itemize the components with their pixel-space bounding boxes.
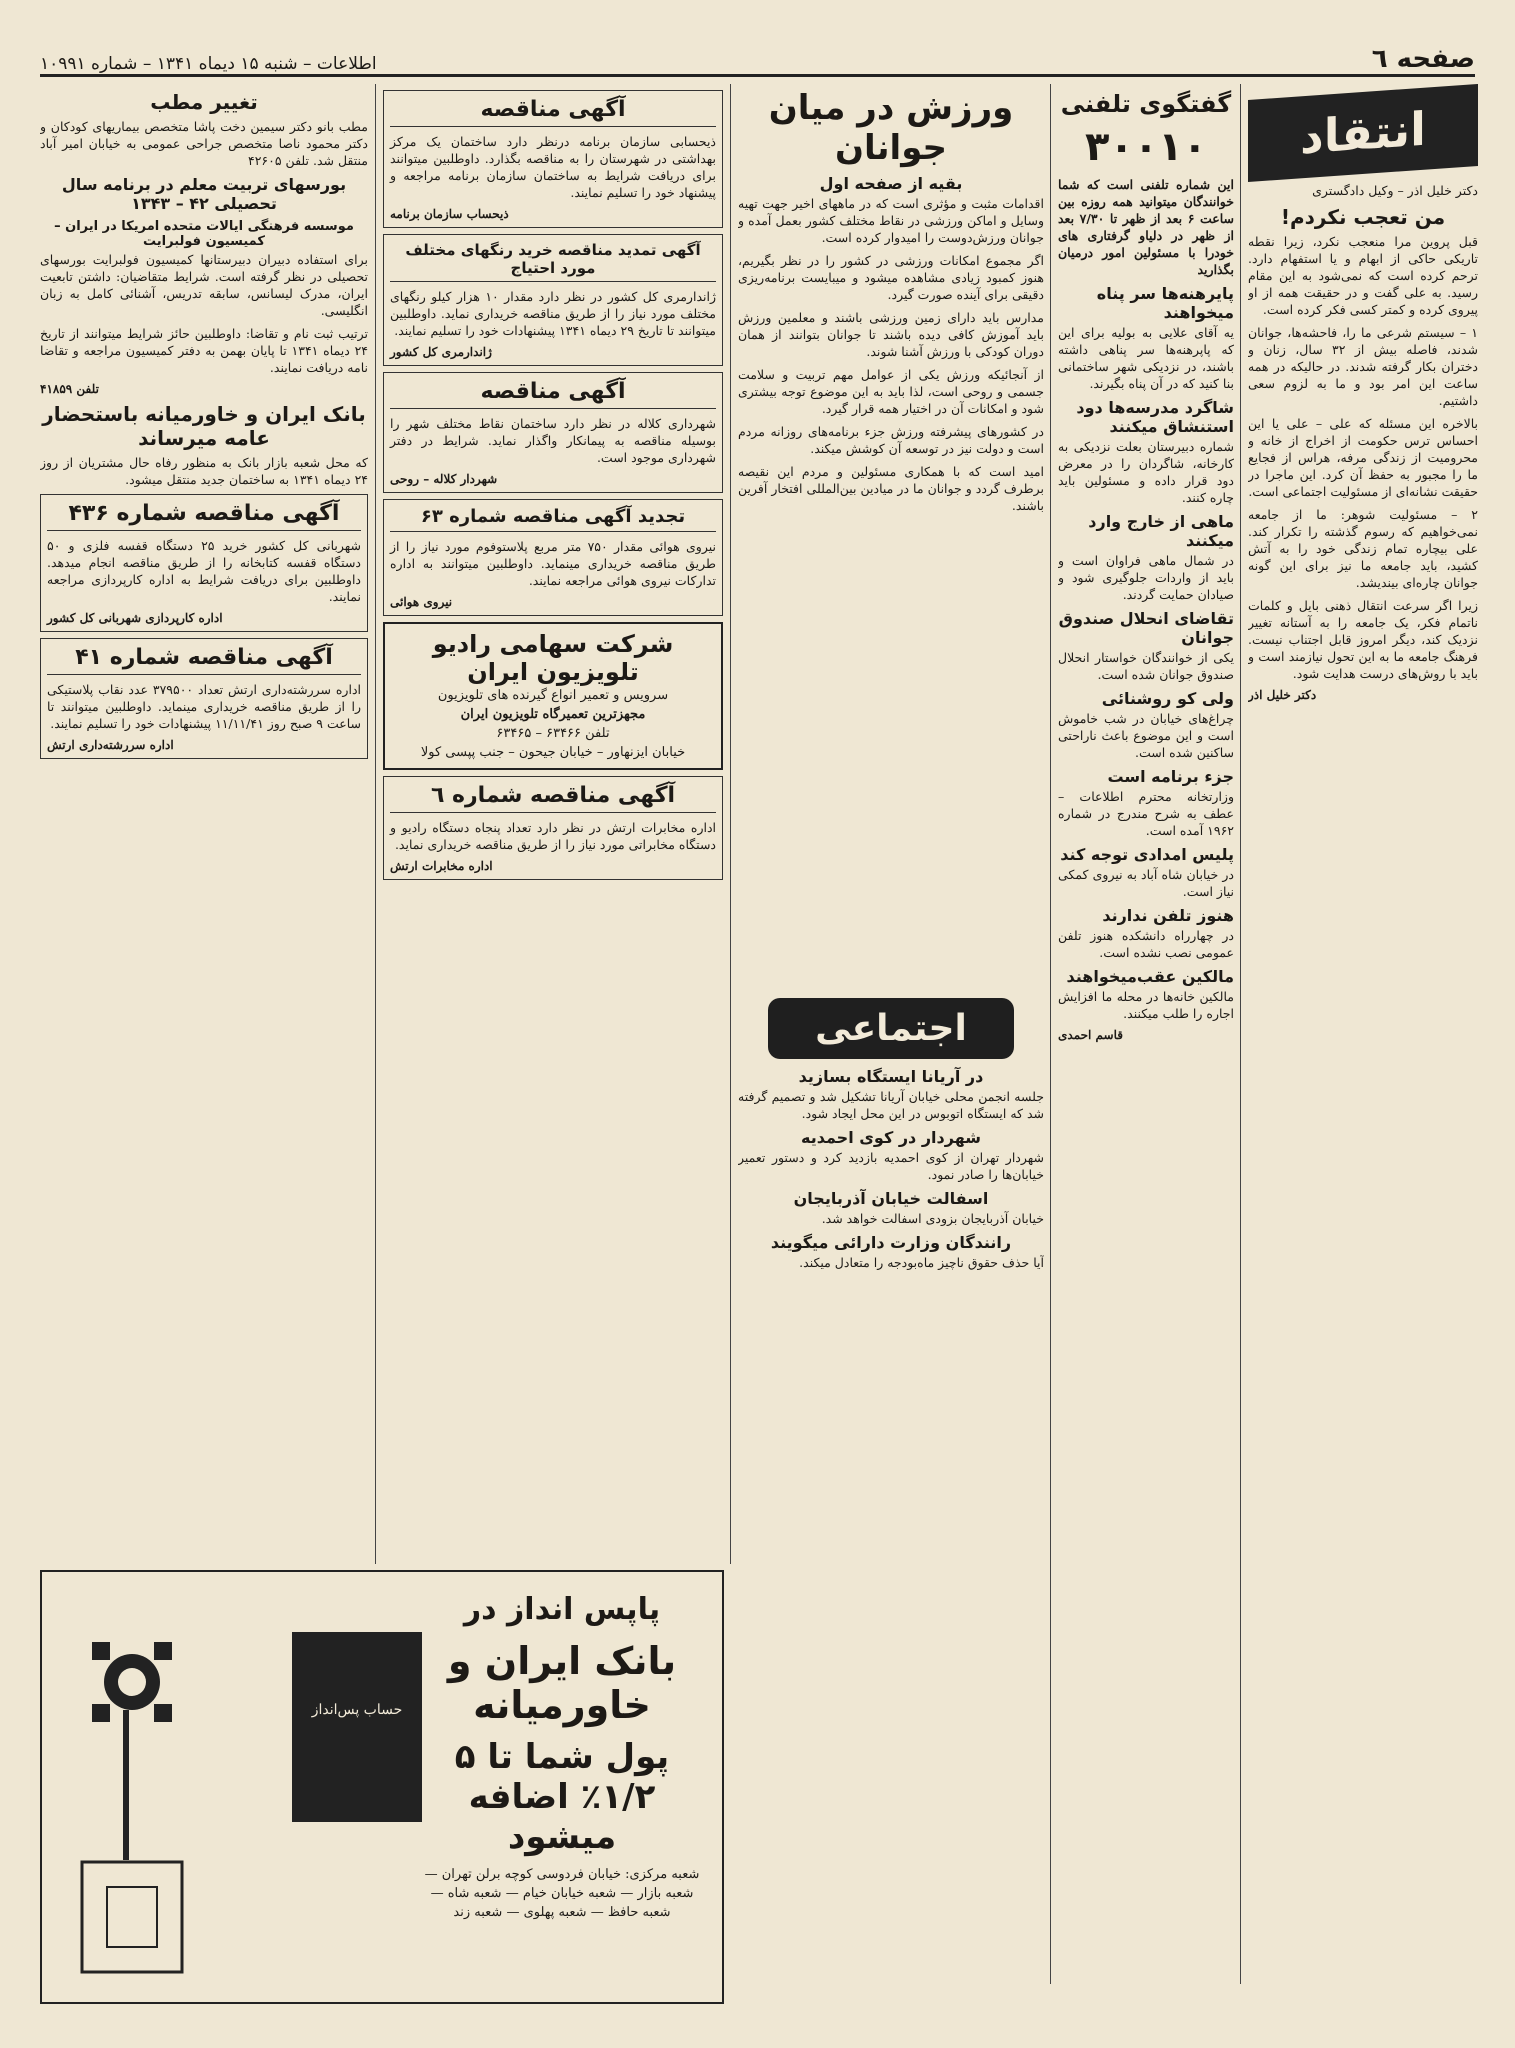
tender-signature: ذیحساب سازمان برنامه xyxy=(390,207,509,221)
item-text: شماره دبیرستان بعلت نزدیکی به کارخانه، شاگردان را در معرض دود قرار داده و مسئولین باید چاره کنند. xyxy=(1058,439,1234,505)
news-heading: شهردار در کوی احمدیه xyxy=(801,1128,981,1147)
tender-text: اداره سررشته‌داری ارتش تعداد ۳۷۹۵۰۰ عدد نقاب پلاستیکی را از طریق مناقصه خریداری مینماید. داوطلبین میتوانند تا ساعت ۹ صبح روز ۱۱/۱۱/۴۱ پیشنهادات خود را تسلیم نمایند. xyxy=(47,682,361,731)
tender-text: نیروی هوائی مقدار ۷۵۰ متر مربع پلاستوفوم مورد نیاز را از طریق مناقصه خریداری مینماید. داوطلبین میتوانند به اداره تدارکات نیروی هوائی مراجعه نمایند. xyxy=(390,539,716,588)
spacer xyxy=(738,520,1044,990)
article-paragraph: ۱ – سیستم شرعی ما را، فاحشه‌ها، جوانان شدند، فاصله بیش از ۳۲ سال، زنان و دختران بکار گرفته شدند. در حالیکه در همه ساعت این امر بود و ما به لزوم سعی داشتیم. xyxy=(1248,325,1478,408)
column-divider xyxy=(1240,84,1241,1984)
tv-ad-line: مجهزترین تعمیرگاه تلویزیون ایران xyxy=(460,707,646,722)
item-text: چراغ‌های خیابان در شب خاموش است و این موضوع باعث ناراحتی ساکنین شده است. xyxy=(1058,711,1234,760)
column-title: گفتگوی تلفنی xyxy=(1060,90,1232,118)
critique-logo: انتقاد xyxy=(1248,84,1478,182)
item-heading: هنوز تلفن ندارند xyxy=(1102,906,1234,925)
bank-ad-branches: شعبه مرکزی: خیابان فردوسی کوچه برلن تهران — شعبه بازار — شعبه خیابان خیام — شعبه شاه — شعبه حافظ — شعبه پهلوی — شعبه زند xyxy=(424,1867,700,1920)
item-text: وزارتخانه محترم اطلاعات – عطف به شرح مندرج در شماره ۱۹۶۲ آمده است. xyxy=(1058,789,1234,838)
tender-signature: ژاندارمری کل کشور xyxy=(390,345,492,359)
news-text: جلسه انجمن محلی خیابان آریانا تشکیل شد و تصمیم گرفته شد که ایستگاه اتوبوس در این محل ایجاد شود. xyxy=(738,1089,1044,1121)
item-text: در چهارراه دانشکده هنوز تلفن عمومی نصب نشده است. xyxy=(1058,928,1234,960)
article-paragraph: اقدامات مثبت و مؤثری است که در ماههای اخیر جهت تهیه وسایل و اماکن ورزشی در نقاط مختلف کشور بعمل آمده و جوانان ورزش‌دوست را امیدوار کرده است. xyxy=(738,196,1044,245)
item-heading: ماهی از خارج وارد میکنند xyxy=(1088,512,1234,550)
tender-text: اداره مخابرات ارتش در نظر دارد تعداد پنجاه دستگاه رادیو و دستگاه مخابراتی مورد نیاز را از طریق مناقصه خریداری نماید. xyxy=(390,820,716,852)
item-heading: شاگرد مدرسه‌ها دود استنشاق میکنند xyxy=(1076,398,1234,436)
tenders-column xyxy=(383,84,723,1564)
article-paragraph: زیرا اگر سرعت انتقال ذهنی بایل و کلمات ناتمام فکر، یک جامعه را به آستانه تغییر نزدیک کند، دیگر امروز قابل اجتناب نیست. فرهنگ جامعه ما به این تحول نیازمند است و باید با روش‌های درست هدایت شود. xyxy=(1248,598,1478,681)
phone-number: ۳۰۰۱۰ xyxy=(1084,124,1208,170)
column-divider xyxy=(730,84,731,1564)
item-text: در شمال ماهی فراوان است و باید از واردات جلوگیری شود و صیادان حمایت گردند. xyxy=(1058,553,1234,602)
phone-items xyxy=(1058,284,1234,1022)
tender-title: آگهی مناقصه شماره ٦ xyxy=(390,783,716,813)
notice-text: مطب بانو دکتر سیمین دخت پاشا متخصص بیماریهای کودکان و دکتر محمود ناصا متخصص جراحی عمومی به خیابان امیر آباد منتقل شد. تلفن ۴۲۶۰۵ xyxy=(40,119,368,168)
tender-text: شهرداری کلاله در نظر دارد ساختمان نقاط مختلف شهر را بوسیله مناقصه به پیمانکار واگذار نماید. شرایط در دفتر شهرداری موجود است. xyxy=(390,416,716,465)
column-divider xyxy=(375,84,376,1564)
item-text: یکی از خوانندگان خواستار انحلال صندوق جوانان شده است. xyxy=(1058,650,1234,682)
item-heading: مالکین عقب‌میخواهند xyxy=(1066,967,1234,986)
item-heading: جزء برنامه‌ است xyxy=(1107,767,1234,786)
tender-ad xyxy=(383,499,723,616)
tender-ad xyxy=(383,234,723,366)
news-text: آیا حذف حقوق ناچیز ماه‌بودجه را متعادل میکند. xyxy=(799,1255,1044,1270)
notice-subtitle: موسسه فرهنگی ایالات متحده امریکا در ایران – کمیسیون فولبرایت xyxy=(54,219,354,249)
article-paragraph: قبل پروین مرا منعجب نکرد، زیرا نقطه تاریکی حاکی از ابهام و یا استفهام دارد. ترحم کرده است که نمی‌شود به این مقام رسید. به علی گفت و در حقیقت همه از او پیروی کرده و کمتر کسی فکر کرده است. xyxy=(1248,234,1478,317)
column-signature: قاسم احمدی xyxy=(1058,1028,1123,1042)
tender-signature: اداره کارپردازی شهربانی کل کشور xyxy=(47,611,223,625)
tender-signature: شهردار کلاله – روحی xyxy=(390,472,498,486)
article-paragraph: امید است که با همکاری مسئولین و مردم این نقیصه برطرف گردد و جوانان ما در میادین بین‌المللی افتخار آفرین باشند. xyxy=(738,464,1044,513)
notices-column xyxy=(40,84,368,1564)
tender-title: آگهی تمدید مناقصه خرید رنگهای مختلف مورد احتیاج xyxy=(390,241,716,282)
tender-title: آگهی مناقصه شماره ۴۱ xyxy=(47,645,361,675)
bank-advertisement xyxy=(40,1570,724,2004)
flower-pot-illustration xyxy=(62,1612,202,1982)
tender-text: شهربانی کل کشور خرید ۲۵ دستگاه قفسه فلزی و ۵۰ دستگاه قفسه کتابخانه را از طریق مناقصه انجام میدهد. داوطلبین برای دریافت شرایط به اداره کارپردازی مراجعه نمایند. xyxy=(47,538,362,604)
tender-title: آگهی مناقصه شماره ۴۳۶ xyxy=(47,501,361,531)
notice-text: برای استفاده دبیران دبیرستانها کمیسیون فولبرایت بورسهای تحصیلی در نظر گرفته است. شرایط متقاضیان: داشتن تابعیت ایران، مدرک لیسانس، سابقه تدریس، آشنائی کامل به زبان انگلیسی. xyxy=(40,252,368,318)
sports-column xyxy=(738,84,1044,1984)
tv-ad-line: سرویس و تعمیر انواع گیرنده های تلویزیون xyxy=(437,688,669,703)
article-paragraph: مدارس باید دارای زمین ورزشی باشند و معلمین ورزش باید آموزش کافی دیده باشند تا جوانان بتوانند از همان دوران کودکی با ورزش آشنا شوند. xyxy=(738,310,1044,359)
item-heading: ولی کو روشنائی xyxy=(1101,689,1234,708)
column-divider xyxy=(1050,84,1051,1984)
tender-text: ژاندارمری کل کشور در نظر دارد مقدار ۱۰ هزار کیلو رنگهای مختلف مورد نیاز را از طریق مناقصه خریداری نماید. داوطلبین میتوانند تا تاریخ ۲۹ دیماه ۱۳۴۱ پیشنهادات خود را تسلیم نمایند. xyxy=(390,289,716,338)
item-heading: تقاضای انحلال صندوق جوانان xyxy=(1058,609,1234,647)
tender-signature: نیروی هوائی xyxy=(390,595,453,609)
item-text: مالکین خانه‌ها در محله ما افزایش اجاره را طلب میکنند. xyxy=(1058,989,1234,1021)
tv-company-ad xyxy=(383,622,723,770)
item-text: یه آقای علایی به بولیه برای این که پاپرهنه‌ها سر پناهی داشته باشند، در نزدیکی شهر ساختمانی بنا کنید که در آن پناه بگیرند. xyxy=(1058,325,1234,391)
savings-book-illustration: حساب پس‌انداز xyxy=(292,1632,422,1822)
phone-column xyxy=(1058,84,1234,1984)
tender-ad xyxy=(383,90,723,228)
article-paragraph: بالاخره این مسئله که علی – علی یا این احساس ترس حکومت از اخراج از خانه و محرومیت از زندگی مرفه، هراس از فجایع ما را مجبور به حفظ آن کرد. این ماجرا در حقیقت نشانه‌ای از مسئولیت اجتماعی است. xyxy=(1248,416,1478,499)
page-number: صفحه ٦ xyxy=(1371,44,1475,74)
tender-title: آگهی مناقصه xyxy=(390,379,716,409)
tender-ad xyxy=(40,638,368,759)
tender-ad xyxy=(383,372,723,493)
article-paragraph: از آنجائیکه ورزش یکی از عوامل مهم تربیت و سلامت جسمی و روحی است، لذا باید به این موضوع توجه بیشتری شود و امکانات آن در اختیار همه قرار گیرد. xyxy=(738,367,1044,416)
tender-text: ذیحسابی سازمان برنامه درنظر دارد ساختمان یک مرکز بهداشتی در شهرستان را به مناقصه بگذارد. داوطلبین میتوانند برای دریافت شرایط به ساختمان سازمان برنامه مراجعه و پیشنهاد خود را تسلیم نمایند. xyxy=(390,134,716,200)
news-heading: در آریانا ایستگاه بسازید xyxy=(798,1067,984,1086)
author-line: دکتر خلیل اذر – وکیل دادگستری xyxy=(1312,183,1478,198)
issue-info: اطلاعات – شنبه ۱۵ دیماه ۱۳۴۱ – شماره ۱۰۹۹۱ xyxy=(40,54,377,74)
social-section-banner: اجتماعی xyxy=(768,998,1014,1059)
item-heading: پلیس امدادی توجه کند xyxy=(1060,845,1234,864)
news-text: خیابان آذربایجان بزودی اسفالت خواهد شد. xyxy=(821,1211,1044,1226)
column-intro: این شماره تلفنی است که شما خوانندگان میتوانید همه روزه بین ساعت ۶ بعد از ظهر تا ۷/۳۰ بعد از ظهر در دلیاو گرفتاری های خودرا با مسئولین امور درمیان بگذارید xyxy=(1058,177,1234,277)
tv-ad-address: خیابان ایزنهاور – خیابان جیحون – جنب پپسی کولا xyxy=(420,745,686,760)
tv-ad-phone: تلفن ۶۳۴۶۶ – ۶۳۴۶۵ xyxy=(496,726,610,741)
article-paragraph: ۲ – مسئولیت شوهر: ما از جامعه نمی‌خواهیم که رسوم گذشته را تکرار کند. علی بیچاره تمام زندگی خود را به آتش کشید، باید جامعه ما نیز برای این گونه جوانان چاره‌ای بیندیشد. xyxy=(1248,507,1478,590)
news-heading: اسفالت خیابان آذربایجان xyxy=(793,1189,989,1208)
notice-text: که محل شعبه بازار بانک به منظور رفاه حال مشتریان از روز ۲۴ دیماه ۱۳۴۱ به ساختمان جدید منتقل میشود. xyxy=(40,455,368,487)
critique-column xyxy=(1248,84,1478,1984)
article-paragraph: در کشورهای پیشرفته ورزش جزء برنامه‌های روزانه مردم است و دولت نیز در توسعه آن کوشش میکند. xyxy=(738,424,1044,456)
notice-title: تغییر مطب xyxy=(150,90,258,114)
tv-ad-title: شرکت سهامی رادیو تلویزیون ایران xyxy=(432,630,674,686)
article-title: ورزش در میان جوانان xyxy=(768,88,1014,168)
article-paragraph: اگر مجموع امکانات ورزشی در کشور را در نظر بگیریم، هنوز کمبود زیادی مشاهده میشود و میبایست برنامه‌ریزی دقیقی برای آینده صورت گیرد. xyxy=(738,253,1044,302)
page-header xyxy=(40,30,1475,77)
tender-ad xyxy=(40,494,368,632)
tender-signature: اداره سررشته‌داری ارتش xyxy=(47,738,174,752)
tender-signature: اداره مخابرات ارتش xyxy=(390,859,493,873)
tender-title: آگهی مناقصه xyxy=(390,97,716,127)
news-text: شهردار تهران از کوی احمدیه بازدید کرد و دستور تعمیر خیابان‌ها را صادر نمود. xyxy=(738,1150,1044,1182)
item-heading: پایرهنه‌ها سر پناه میخواهند xyxy=(1096,284,1234,322)
article-signature: دکتر خلیل اذر xyxy=(1248,688,1317,702)
notice-text: ترتیب ثبت نام و تقاضا: داوطلبین حائز شرایط میتوانند از تاریخ ۲۴ دیماه ۱۳۴۱ تا پایان بهمن به دفتر کمیسیون مراجعه و تقاضا نامه دریافت نمایند. xyxy=(40,326,368,375)
tender-title: تجدید آگهی مناقصه شماره ۶۳ xyxy=(390,506,716,532)
bank-ad-text xyxy=(422,1592,702,1922)
bank-ad-title: بانک ایران و خاورمیانه xyxy=(447,1639,677,1727)
article-title: من تعجب نکردم! xyxy=(1280,205,1446,229)
article-subtitle: بقیه از صفحه اول xyxy=(819,174,963,193)
tender-ad xyxy=(383,776,723,880)
bank-ad-top: پاپس انداز در xyxy=(463,1592,661,1627)
notice-title: بورسهای تربیت معلم در برنامه سال تحصیلی ۴۲ – ۱۳۴۳ xyxy=(61,175,347,213)
bank-ad-slogan: پول شما تا ۵ ۱/۲٪ اضافه میشود xyxy=(454,1737,670,1857)
notice-signature: تلفن ۴۱۸۵۹ xyxy=(40,382,99,396)
news-heading: رانندگان وزارت دارائی میگویند xyxy=(770,1233,1012,1252)
item-text: در خیابان شاه آباد به نیروی کمکی نیاز است. xyxy=(1058,867,1234,899)
notice-title: بانک ایران و خاورمیانه باستحضار عامه میرساند xyxy=(42,402,366,450)
